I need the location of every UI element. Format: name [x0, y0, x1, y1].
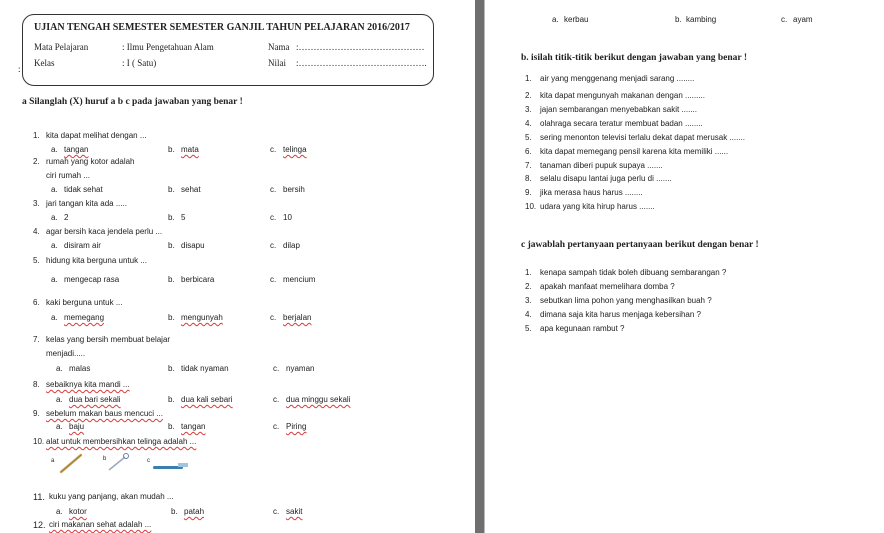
ear-cleaner-picture [106, 452, 130, 472]
option-a: kerbau [564, 15, 589, 24]
option-a: malas [69, 364, 91, 373]
option-c: dilap [283, 241, 300, 250]
q-number: 1. [525, 268, 532, 277]
option-letter: c [147, 458, 150, 464]
option-letter: a. [51, 185, 58, 194]
option-b: disapu [181, 241, 205, 250]
option-letter: c. [273, 395, 280, 404]
option-letter: a. [56, 395, 63, 404]
nilai-label: Nilai [268, 58, 286, 68]
option-a: dua bari sekali [69, 395, 121, 404]
nama-label: Nama [268, 42, 290, 52]
q-number: 9. [525, 188, 532, 197]
q-text: alat untuk membersihkan telinga adalah ... [46, 437, 197, 446]
option-letter: c. [270, 241, 277, 250]
option-b: tangan [181, 422, 206, 431]
q-text: dimana saja kita harus menjaga kebersihan ? [540, 310, 701, 319]
kelas-label: Kelas [34, 58, 55, 68]
q-text: ciri rumah ... [46, 171, 91, 180]
q-number: 3. [33, 199, 40, 208]
option-letter: b. [168, 145, 175, 154]
q-number: 4. [525, 310, 532, 319]
option-b: berbicara [181, 275, 215, 284]
option-letter: a [51, 458, 55, 464]
q-number: 9. [33, 409, 40, 418]
section-a-title: a Silanglah (X) huruf a b c pada jawaban yang benar ! [22, 97, 243, 107]
option-letter: a. [552, 15, 559, 24]
option-letter: b. [168, 422, 175, 431]
q-number: 2. [33, 157, 40, 166]
q-text: kenapa sampah tidak boleh dibuang sembarangan ? [540, 268, 727, 277]
cotton-bud-picture [58, 452, 84, 474]
option-letter: c. [270, 145, 277, 154]
q-text: apa kegunaan rambut ? [540, 324, 625, 333]
q-number: 7. [525, 161, 532, 170]
page-gap [475, 0, 484, 533]
q-number: 6. [33, 298, 40, 307]
option-letter: a. [51, 145, 58, 154]
q-number: 8. [33, 380, 40, 389]
option-a: kotor [69, 507, 87, 516]
q-text: kita dapat memegang pensil karena kita memiliki ...... [540, 147, 729, 156]
q-text: kita dapat mengunyah makanan dengan ......... [540, 91, 705, 100]
option-letter: a. [51, 275, 58, 284]
option-letter: c. [270, 275, 277, 284]
option-c: 10 [283, 213, 292, 222]
mapel-value: : Ilmu Pengetahuan Alam [122, 42, 214, 52]
q-text: tanaman diberi pupuk supaya ....... [540, 161, 663, 170]
q-number: 5. [33, 256, 40, 265]
q-number: 2. [525, 282, 532, 291]
option-c: ayam [793, 15, 813, 24]
option-letter: c. [781, 15, 788, 24]
option-letter: c. [273, 507, 280, 516]
q-number: 3. [525, 105, 532, 114]
option-c: telinga [283, 145, 307, 154]
option-c: Piring [286, 422, 307, 431]
option-a: tidak sehat [64, 185, 103, 194]
q-text: ciri makanan sehat adalah ... [49, 520, 152, 529]
q-number: 10. [33, 437, 45, 446]
option-a: mengecap rasa [64, 275, 120, 284]
q-text: sering menonton televisi terlalu dekat dapat merusak ....... [540, 133, 745, 142]
q-number: 7. [33, 335, 40, 344]
option-b: mata [181, 145, 199, 154]
q-text: air yang menggenang menjadi sarang ........ [540, 74, 695, 83]
section-b-title: b. isilah titik-titik berikut dengan jawaban yang benar ! [521, 53, 748, 63]
mapel-label: Mata Pelajaran [34, 42, 89, 52]
option-letter: b. [168, 185, 175, 194]
q-text: jari tangan kita ada ..... [46, 199, 127, 208]
q-number: 8. [525, 174, 532, 183]
option-letter: a. [56, 364, 63, 373]
q-number: 2. [525, 91, 532, 100]
q-text: kita dapat melihat dengan ... [46, 131, 147, 140]
q-text: sebelum makan baus mencuci ... [46, 409, 163, 418]
q-text: hidung kita berguna untuk ... [46, 256, 147, 265]
page-edge [484, 0, 485, 533]
option-b: kambing [686, 15, 717, 24]
q-number: 10. [525, 202, 537, 211]
option-letter: b. [171, 507, 178, 516]
q-text: selalu disapu lantai juga perlu di ....... [540, 174, 672, 183]
option-letter: c. [270, 213, 277, 222]
option-letter: a. [51, 241, 58, 250]
option-letter: a. [51, 313, 58, 322]
option-c: mencium [283, 275, 316, 284]
q-number: 5. [525, 133, 532, 142]
toothbrush-picture [152, 462, 190, 472]
q-text: olahraga secara teratur membuat badan ........ [540, 119, 703, 128]
q-number: 12. [33, 520, 46, 530]
option-letter: a. [56, 507, 63, 516]
q-number: 4. [525, 119, 532, 128]
option-a: memegang [64, 313, 105, 322]
option-letter: b. [168, 241, 175, 250]
option-letter: c. [270, 185, 277, 194]
q-text: apakah manfaat memelihara domba ? [540, 282, 675, 291]
option-b: sehat [181, 185, 201, 194]
option-letter: a. [51, 213, 58, 222]
nilai-field: :……………………………………. [296, 58, 427, 68]
option-letter: b. [168, 395, 175, 404]
option-letter: b. [168, 275, 175, 284]
q-text: agar bersih kaca jendela perlu ... [46, 227, 163, 236]
q-number: 1. [525, 74, 532, 83]
option-b: dua kali sebari [181, 395, 233, 404]
q-number: 6. [525, 147, 532, 156]
option-letter: b. [675, 15, 682, 24]
q-number: 4. [33, 227, 40, 236]
q-text: sebutkan lima pohon yang menghasilkan buah ? [540, 296, 712, 305]
option-a: baju [69, 422, 85, 431]
option-letter: b [103, 456, 107, 462]
option-letter: b. [168, 313, 175, 322]
option-c: berjalan [283, 313, 312, 322]
q-text: jika merasa haus harus ........ [540, 188, 643, 197]
exam-title: UJIAN TENGAH SEMESTER SEMESTER GANJIL TAHUN PELAJARAN 2016/2017 [34, 22, 410, 33]
option-a: 2 [64, 213, 69, 222]
option-a: disiram air [64, 241, 101, 250]
option-letter: a. [56, 422, 63, 431]
option-letter: c. [273, 364, 280, 373]
kelas-value: : I ( Satu) [122, 58, 157, 68]
section-c-title: c jawablah pertanyaan pertanyaan berikut dengan benar ! [521, 240, 759, 250]
q-text: kelas yang bersih membuat belajar [46, 335, 171, 344]
option-c: nyaman [286, 364, 315, 373]
q-text: kuku yang panjang, akan mudah ... [49, 492, 174, 501]
q-text: rumah yang kotor adalah [46, 157, 135, 166]
option-c: dua minggu sekali [286, 395, 351, 404]
option-letter: b. [168, 364, 175, 373]
option-a: tangan [64, 145, 89, 154]
option-letter: b. [168, 213, 175, 222]
option-b: mengunyah [181, 313, 223, 322]
option-b: 5 [181, 213, 186, 222]
option-b: patah [184, 507, 205, 516]
option-b: tidak nyaman [181, 364, 229, 373]
q-text: udara yang kita hirup harus ....... [540, 202, 655, 211]
q-text: kaki berguna untuk ... [46, 298, 123, 307]
nama-field: :…………………………………… [296, 42, 425, 52]
q-text: jajan sembarangan menyebabkan sakit ....... [540, 105, 697, 114]
q-number: 11. [33, 492, 45, 502]
option-letter: c. [270, 313, 277, 322]
q-number: 1. [33, 131, 40, 140]
q-text: sebaiknya kita mandi ... [46, 380, 130, 389]
option-c: sakit [286, 507, 303, 516]
q-number: 3. [525, 296, 532, 305]
side-colon: : [18, 64, 21, 74]
q-text: menjadi..... [46, 349, 86, 358]
option-letter: c. [273, 422, 280, 431]
q-number: 5. [525, 324, 532, 333]
option-c: bersih [283, 185, 305, 194]
